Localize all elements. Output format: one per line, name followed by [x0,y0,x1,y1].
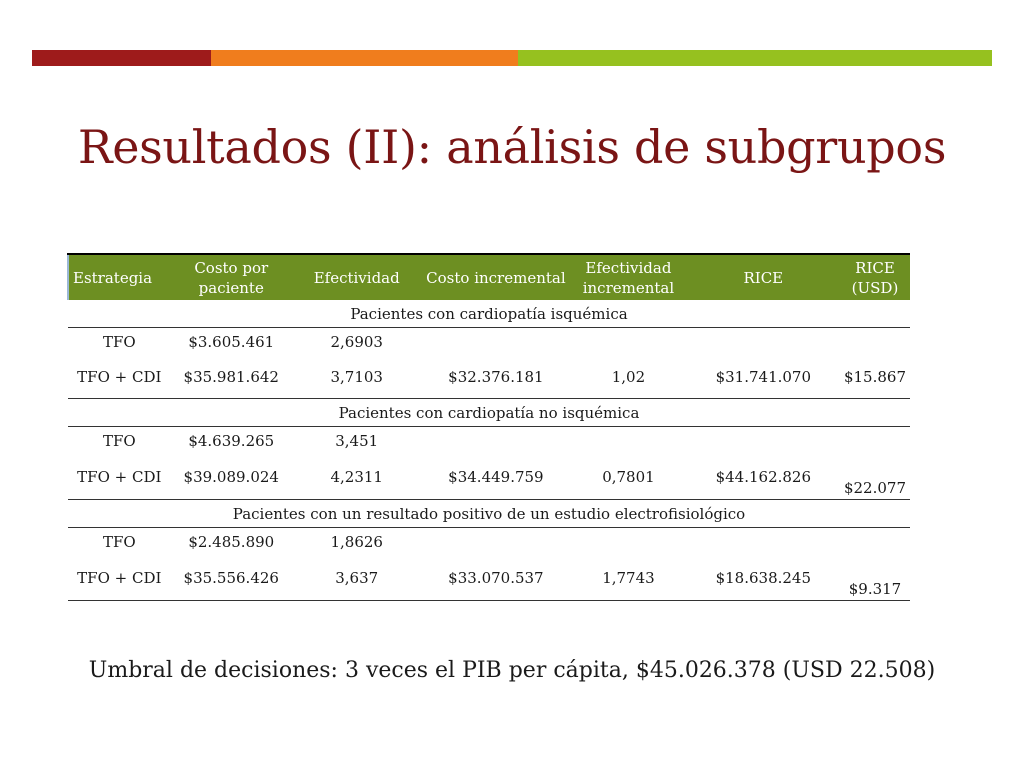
group-label: Pacientes con un resultado positivo de un estudio electrofisiológico [68,500,910,528]
header-efectividad-incremental: Efectividad incremental [570,254,686,300]
cell-costo: $3.605.461 [188,333,275,351]
cell-rice-usd [840,328,910,357]
group-row [68,300,910,328]
table-row [68,356,910,399]
accent-bar-red [32,50,211,66]
cell-estrategia: TFO [102,432,136,450]
cell-efect-inc: 1,02 [570,356,686,399]
cell-efectividad: 3,7103 [292,356,422,399]
slide-title: Resultados (II): análisis de subgrupos [77,120,947,174]
cell-rice-usd: $15.867 [840,356,910,399]
cell-rice: $18.638.245 [687,556,840,601]
cell-efect-inc [570,328,686,357]
table-row [68,455,910,500]
accent-bar [32,50,992,66]
cell-rice-usd: $22.077 [840,455,910,500]
cell-costo-inc [422,528,571,557]
cell-costo: $35.981.642 [171,356,292,399]
cell-costo-inc: $32.376.181 [422,356,571,399]
group-row [68,399,910,427]
table-row [68,427,910,456]
cell-costo-inc [422,328,571,357]
table-row [68,556,910,601]
cell-costo: $39.089.024 [171,455,292,500]
cell-rice: $44.162.826 [687,455,840,500]
cell-costo-inc: $33.070.537 [422,556,571,601]
cell-efectividad: 3,637 [292,556,422,601]
cell-efectividad: 4,2311 [292,455,422,500]
header-costo-incremental: Costo incremental [422,254,571,300]
cell-rice-usd [840,528,910,557]
cell-rice [687,328,840,357]
cell-costo: $35.556.426 [171,556,292,601]
cell-efect-inc: 1,7743 [570,556,686,601]
cell-estrategia: TFO + CDI [68,455,171,500]
header-estrategia: Estrategia [68,254,171,300]
cell-efectividad: 2,6903 [330,333,383,351]
cell-rice [687,427,840,456]
cell-costo-inc [422,427,571,456]
cell-costo: $2.485.890 [188,533,275,551]
cell-efectividad: 1,8626 [330,533,383,551]
accent-bar-green [518,50,992,66]
header-costo-paciente: Costo por paciente [171,254,292,300]
cell-efect-inc [570,427,686,456]
cell-rice-usd: $9.317 [840,556,910,601]
cell-estrategia: TFO [102,333,136,351]
decision-threshold-note: Umbral de decisiones: 3 veces el PIB per cápita, $45.026.378 (USD 22.508) [88,658,936,683]
cell-rice [687,528,840,557]
table-header-row [68,254,910,300]
group-row [68,500,910,528]
cell-efectividad: 3,451 [335,432,379,450]
results-table [67,253,910,601]
cell-costo: $4.639.265 [188,432,275,450]
cell-rice: $31.741.070 [687,356,840,399]
table-row [68,528,910,557]
cell-estrategia: TFO [102,533,136,551]
cell-efect-inc: 0,7801 [570,455,686,500]
group-label: Pacientes con cardiopatía no isquémica [68,399,910,427]
cell-rice-usd [840,427,910,456]
cell-estrategia: TFO + CDI [68,556,171,601]
header-efectividad: Efectividad [292,254,422,300]
cell-efect-inc [570,528,686,557]
group-label: Pacientes con cardiopatía isquémica [68,300,910,328]
cell-estrategia: TFO + CDI [68,356,171,399]
table-row [68,328,910,357]
header-rice: RICE [687,254,840,300]
accent-bar-orange [211,50,518,66]
cell-costo-inc: $34.449.759 [422,455,571,500]
header-rice-usd: RICE (USD) [840,254,910,300]
